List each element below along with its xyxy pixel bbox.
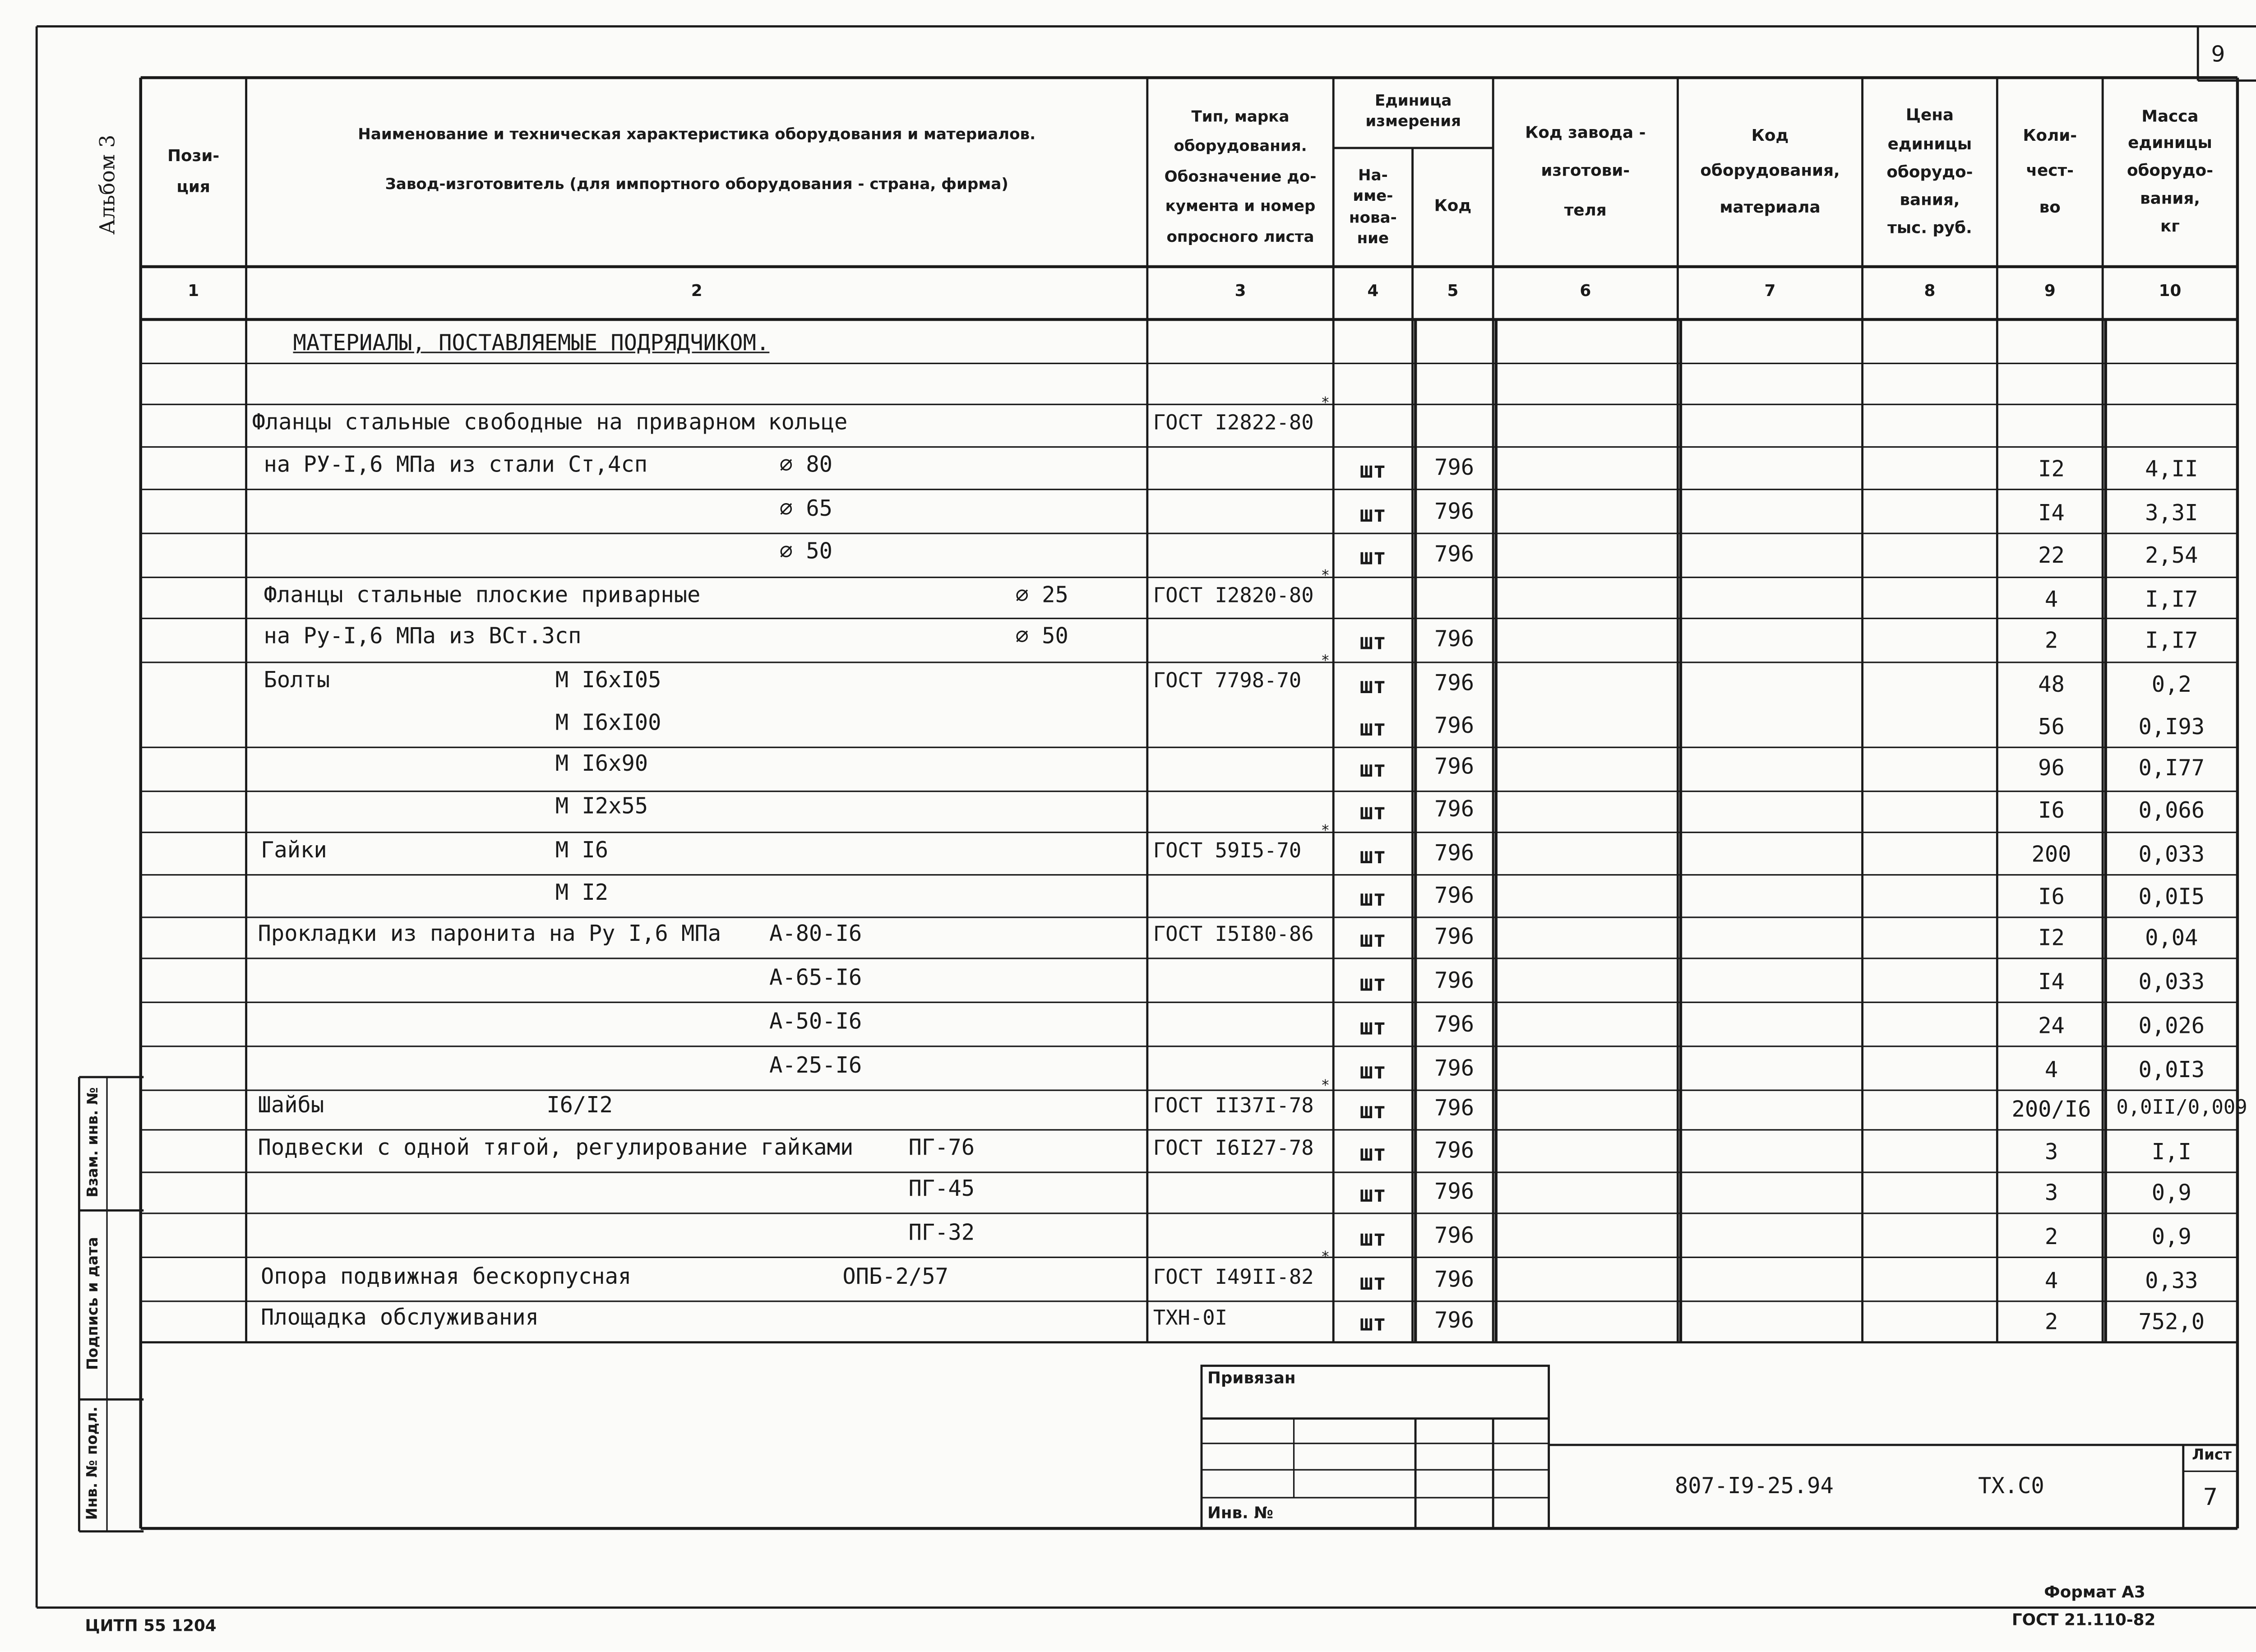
- row-unit: шт: [1359, 970, 1387, 997]
- row-quantity: 22: [2038, 542, 2065, 569]
- section-title: МАТЕРИАЛЫ, ПОСТАВЛЯЕМЫЕ ПОДРЯДЧИКОМ.: [293, 329, 770, 356]
- row-quantity: 48: [2038, 671, 2065, 698]
- row-quantity: 56: [2038, 713, 2065, 740]
- corner-sheet-number: 9: [2211, 41, 2225, 68]
- document-code: 807-I9-25.94: [1674, 1472, 1834, 1499]
- colnum-5: 5: [1447, 281, 1459, 301]
- row-spec: М I6хI05: [555, 666, 661, 694]
- row-spec: А-65-I6: [769, 964, 862, 991]
- row-unit-code: 796: [1434, 1222, 1475, 1249]
- header-name-line2: Завод-изготовитель (для импортного оборудования - страна, фирма): [385, 176, 1008, 194]
- colnum-1: 1: [188, 281, 199, 301]
- row-quantity: I4: [2038, 500, 2065, 526]
- row-unit-code: 796: [1434, 1055, 1475, 1082]
- row-name: на Ру-I,6 МПа из ВСт.3сп: [264, 623, 582, 649]
- header-unit-mass: Масса единицы оборудо- вания, кг: [2127, 106, 2214, 236]
- row-quantity: 4: [2044, 1268, 2058, 1294]
- row-unit-code: 796: [1434, 1178, 1475, 1205]
- header-unit-code: Код: [1434, 196, 1472, 216]
- row-unit-mass: 0,I93: [2138, 713, 2205, 740]
- row-spec: М I6хI00: [555, 709, 661, 736]
- row-unit: шт: [1359, 1181, 1387, 1208]
- row-spec: ∅ 65: [779, 495, 832, 522]
- row-name: Шайбы: [258, 1092, 324, 1118]
- row-unit-code: 796: [1434, 670, 1475, 696]
- row-doc-star: *: [1322, 1250, 1329, 1266]
- header-factory-code: Код завода - изготови- теля: [1525, 123, 1646, 220]
- row-unit: шт: [1359, 1140, 1387, 1167]
- row-spec: ∅ 50: [1015, 623, 1068, 649]
- row-doc: ГОСТ I6I27-78: [1153, 1137, 1314, 1161]
- header-quantity: Коли- чест- во: [2023, 126, 2077, 217]
- header-unit-price: Цена единицы оборудо- вания, тыс. руб.: [1886, 106, 1973, 238]
- row-quantity: 3: [2044, 1180, 2058, 1206]
- row-spec: М I2х55: [555, 792, 648, 819]
- header-type-doc: Тип, марка оборудования. Обозначение до- кумента и номер опросного листа: [1164, 108, 1317, 246]
- row-unit-mass: 0,04: [2145, 925, 2198, 951]
- row-unit-code: 796: [1434, 796, 1475, 822]
- stamp-inv-replaced: Взам. инв. №: [85, 1087, 102, 1198]
- row-spec: ∅ 25: [1015, 582, 1068, 608]
- row-spec: ПГ-76: [908, 1134, 975, 1161]
- row-unit: шт: [1359, 629, 1387, 655]
- row-unit-mass: I,I7: [2145, 586, 2198, 613]
- row-unit: шт: [1359, 842, 1387, 869]
- row-doc-star: *: [1322, 653, 1329, 670]
- row-name: Гайки: [261, 837, 327, 863]
- row-unit-mass: 0,066: [2138, 797, 2205, 824]
- header-unit-group: Единица измерения: [1365, 93, 1461, 131]
- row-doc-star: *: [1322, 569, 1329, 585]
- row-spec: М I6: [555, 837, 609, 863]
- row-unit-mass: 0,9: [2151, 1223, 2191, 1250]
- row-unit-code: 796: [1434, 454, 1475, 481]
- row-unit-code: 796: [1434, 1137, 1475, 1164]
- stamp-inv-original: Инв. № подл.: [85, 1406, 102, 1520]
- row-unit-code: 796: [1434, 712, 1475, 739]
- row-name: Фланцы стальные плоские приварные: [264, 582, 701, 608]
- row-quantity: I4: [2038, 968, 2065, 995]
- row-unit: шт: [1359, 543, 1387, 570]
- row-unit-mass: 4,II: [2145, 455, 2198, 482]
- album-label: Альбом 3: [97, 134, 120, 235]
- footer-left-code: ЦИТП 55 1204: [85, 1616, 217, 1636]
- header-equipment-code: Код оборудования, материала: [1700, 126, 1840, 217]
- colnum-9: 9: [2044, 281, 2056, 301]
- row-quantity: I6: [2038, 797, 2065, 824]
- colnum-2: 2: [691, 281, 703, 301]
- row-unit-code: 796: [1434, 882, 1475, 909]
- row-spec: ОПБ-2/57: [842, 1263, 948, 1290]
- row-spec: I6/I2: [546, 1092, 613, 1118]
- row-quantity: 200: [2031, 841, 2071, 868]
- row-unit: шт: [1359, 885, 1387, 912]
- row-unit: шт: [1359, 715, 1387, 742]
- footer-gost: ГОСТ 21.110-82: [2011, 1610, 2156, 1630]
- colnum-4: 4: [1367, 281, 1379, 301]
- row-unit-mass: 0,0I3: [2138, 1056, 2205, 1083]
- row-quantity: 96: [2038, 754, 2065, 781]
- row-unit-mass: 752,0: [2138, 1309, 2205, 1335]
- row-unit-mass: 0,033: [2138, 841, 2205, 868]
- row-unit: шт: [1359, 756, 1387, 783]
- colnum-8: 8: [1924, 281, 1936, 301]
- row-name: Опора подвижная бескорпусная: [261, 1263, 632, 1290]
- row-unit-mass: 0,0I5: [2138, 884, 2205, 910]
- row-unit: шт: [1359, 1310, 1387, 1337]
- row-spec: А-25-I6: [769, 1052, 862, 1079]
- row-quantity: I2: [2038, 455, 2065, 482]
- row-quantity: 200/I6: [2011, 1096, 2091, 1123]
- row-unit-code: 796: [1434, 923, 1475, 950]
- row-unit-code: 796: [1434, 753, 1475, 780]
- row-quantity: 2: [2044, 627, 2058, 654]
- row-doc: ГОСТ 7798-70: [1153, 670, 1302, 694]
- row-unit: шт: [1359, 798, 1387, 825]
- row-unit-mass: I,I7: [2145, 627, 2198, 654]
- row-name: Болты: [264, 666, 330, 694]
- stamp-sign-date: Подпись и дата: [85, 1237, 102, 1370]
- row-name: Подвески с одной тягой, регулирование гайками: [258, 1134, 854, 1161]
- row-doc: ГОСТ II37I-78: [1153, 1094, 1314, 1118]
- inv-number-label: Инв. №: [1207, 1503, 1274, 1523]
- row-quantity: 24: [2038, 1013, 2065, 1039]
- header-unit-name: На- име- нова- ние: [1349, 167, 1397, 247]
- row-name: на РУ-I,6 МПа из стали Ст,4сп: [264, 451, 648, 478]
- row-doc-star: *: [1322, 1078, 1329, 1095]
- row-quantity: 3: [2044, 1138, 2058, 1165]
- row-unit-code: 796: [1434, 839, 1475, 866]
- row-spec: М I6х90: [555, 750, 648, 777]
- row-unit-code: 796: [1434, 1094, 1475, 1121]
- colnum-7: 7: [1764, 281, 1776, 301]
- row-spec: М I2: [555, 879, 609, 906]
- row-name: Фланцы стальные свободные на приварном кольце: [252, 409, 848, 435]
- row-unit-code: 796: [1434, 498, 1475, 525]
- row-unit-mass: I,I: [2151, 1138, 2191, 1165]
- row-unit-mass: 2,54: [2145, 542, 2198, 569]
- header-name-line1: Наименование и техническая характеристика оборудования и материалов.: [358, 126, 1036, 144]
- row-quantity: I6: [2038, 884, 2065, 910]
- row-spec: А-50-I6: [769, 1008, 862, 1035]
- row-doc: ГОСТ I49II-82: [1153, 1266, 1314, 1290]
- row-unit-code: 796: [1434, 625, 1475, 652]
- row-unit: шт: [1359, 1014, 1387, 1041]
- row-unit-mass: 0,2: [2151, 671, 2191, 698]
- row-unit-mass: 0,9: [2151, 1180, 2191, 1206]
- row-doc: ТХН-0I: [1153, 1307, 1228, 1331]
- row-unit-code: 796: [1434, 1307, 1475, 1334]
- row-unit-mass: 0,33: [2145, 1268, 2198, 1294]
- sheet-label: Лист: [2192, 1448, 2232, 1464]
- colnum-6: 6: [1580, 281, 1591, 301]
- row-unit-mass: 0,026: [2138, 1013, 2205, 1039]
- row-name: Площадка обслуживания: [261, 1304, 539, 1331]
- row-spec: ПГ-32: [908, 1219, 975, 1246]
- row-unit: шт: [1359, 1058, 1387, 1085]
- row-doc: ГОСТ I2820-80: [1153, 584, 1314, 608]
- row-spec: ∅ 80: [779, 451, 832, 478]
- row-doc-star: *: [1322, 824, 1329, 840]
- colnum-10: 10: [2159, 281, 2182, 301]
- row-spec: ∅ 50: [779, 537, 832, 565]
- row-doc: ГОСТ 59I5-70: [1153, 839, 1302, 863]
- header-position: Пози- ция: [167, 146, 220, 196]
- row-unit-mass: 0,0II/0,009: [2116, 1096, 2247, 1120]
- row-unit-code: 796: [1434, 967, 1475, 994]
- row-unit-code: 796: [1434, 541, 1475, 567]
- row-quantity: 2: [2044, 1309, 2058, 1335]
- row-doc: ГОСТ I5I80-86: [1153, 923, 1314, 947]
- footer-format: Формат А3: [2044, 1583, 2145, 1602]
- row-unit: шт: [1359, 926, 1387, 953]
- row-unit: шт: [1359, 1097, 1387, 1124]
- row-quantity: 4: [2044, 586, 2058, 613]
- row-doc: ГОСТ I2822-80: [1153, 412, 1314, 435]
- row-unit: шт: [1359, 501, 1387, 528]
- row-quantity: 4: [2044, 1056, 2058, 1083]
- row-doc-star: *: [1322, 395, 1329, 412]
- attached-label: Привязан: [1207, 1369, 1296, 1388]
- row-name: Прокладки из паронита на Ру I,6 МПа: [258, 920, 721, 947]
- row-unit-code: 796: [1434, 1266, 1475, 1293]
- row-unit-mass: 3,3I: [2145, 500, 2198, 526]
- row-unit-code: 796: [1434, 1011, 1475, 1038]
- row-unit: шт: [1359, 1225, 1387, 1252]
- row-unit: шт: [1359, 672, 1387, 699]
- row-unit: шт: [1359, 457, 1387, 484]
- row-unit: шт: [1359, 1269, 1387, 1296]
- colnum-3: 3: [1234, 281, 1246, 301]
- row-quantity: I2: [2038, 925, 2065, 951]
- row-unit-mass: 0,I77: [2138, 754, 2205, 781]
- document-mark: ТХ.С0: [1978, 1472, 2044, 1499]
- row-spec: ПГ-45: [908, 1175, 975, 1202]
- row-unit-mass: 0,033: [2138, 968, 2205, 995]
- sheet-number: 7: [2203, 1483, 2218, 1511]
- row-spec: А-80-I6: [769, 920, 862, 947]
- row-quantity: 2: [2044, 1223, 2058, 1250]
